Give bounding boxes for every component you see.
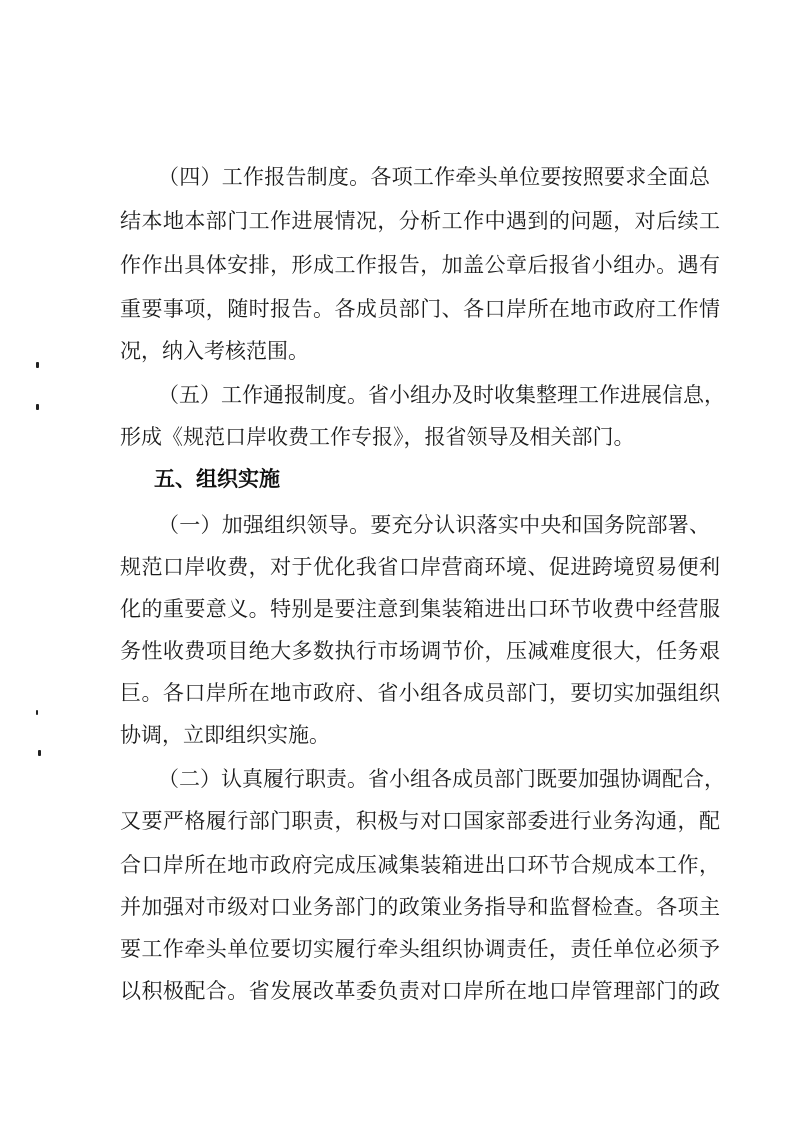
paragraph-line: 务性收费项目绝大多数执行市场调节价，压减难度很大，任务艰 bbox=[120, 639, 720, 663]
scan-speck bbox=[36, 362, 39, 368]
scan-speck bbox=[36, 710, 38, 715]
paragraph-line: 规范口岸收费，对于优化我省口岸营商环境、促进跨境贸易便利 bbox=[120, 555, 720, 579]
paragraph-line: 化的重要意义。特别是要注意到集装箱进出口环节收费中经营服 bbox=[120, 597, 720, 621]
section-heading: 五、组织实施 bbox=[154, 467, 280, 491]
paragraph-line: 形成《规范口岸收费工作专报》，报省领导及相关部门。 bbox=[120, 425, 635, 449]
paragraph-line: 巨。各口岸所在地市政府、省小组各成员部门，要切实加强组织 bbox=[120, 681, 720, 705]
paragraph-line: 又要严格履行部门职责，积极与对口国家部委进行业务沟通，配 bbox=[120, 809, 720, 833]
paragraph-line: 并加强对市级对口业务部门的政策业务指导和监督检查。各项主 bbox=[120, 895, 720, 919]
paragraph-line: （一）加强组织领导。要充分认识落实中央和国务院部署、 bbox=[158, 513, 710, 537]
paragraph-line: 结本地本部门工作进展情况，分析工作中遇到的问题，对后续工 bbox=[120, 209, 720, 233]
paragraph-line: 况，纳入考核范围。 bbox=[120, 339, 309, 363]
scan-speck bbox=[38, 750, 41, 756]
paragraph-line: （二）认真履行职责。省小组各成员部门既要加强协调配合， bbox=[158, 767, 725, 791]
paragraph-line: 要工作牵头单位要切实履行牵头组织协调责任，责任单位必须予 bbox=[120, 937, 720, 961]
scan-speck bbox=[36, 404, 39, 410]
paragraph-line: 作作出具体安排，形成工作报告，加盖公章后报省小组办。遇有 bbox=[120, 253, 720, 277]
paragraph-line: 合口岸所在地市政府完成压减集装箱进出口环节合规成本工作， bbox=[120, 853, 720, 877]
paragraph-line: 协调，立即组织实施。 bbox=[120, 723, 330, 747]
paragraph-line: 以积极配合。省发展改革委负责对口岸所在地口岸管理部门的政 bbox=[120, 979, 720, 1003]
paragraph-line: （四）工作报告制度。各项工作牵头单位要按照要求全面总 bbox=[158, 165, 710, 189]
paragraph-line: 重要事项，随时报告。各成员部门、各口岸所在地市政府工作情 bbox=[120, 297, 720, 321]
paragraph-line: （五）工作通报制度。省小组办及时收集整理工作进展信息， bbox=[158, 383, 725, 407]
